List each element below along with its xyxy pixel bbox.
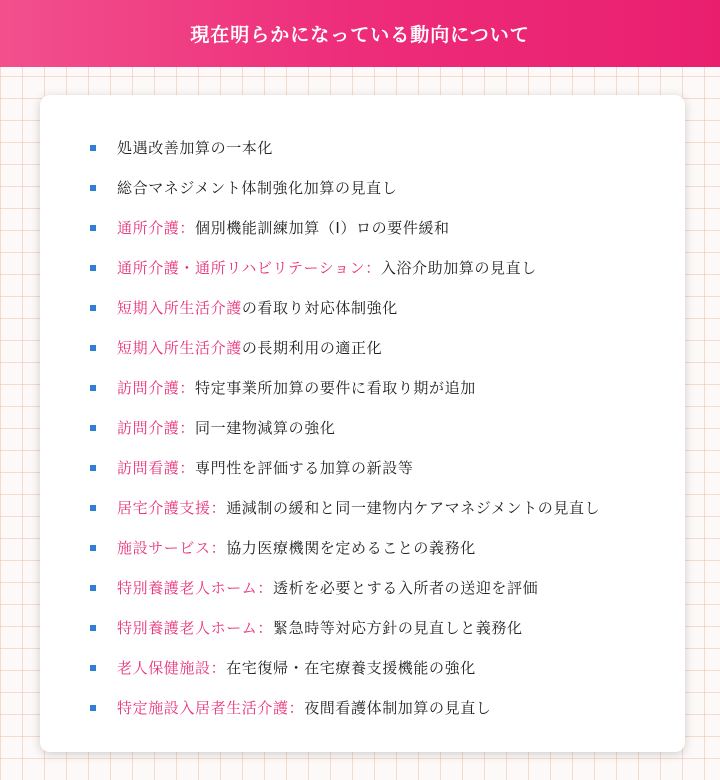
- item-category: 特別養護老人ホーム：: [117, 579, 274, 597]
- list-item: [40, 208, 685, 248]
- list-item: [40, 528, 685, 568]
- item-text: [117, 168, 397, 208]
- square-bullet-icon: [90, 225, 96, 231]
- square-bullet-icon: [90, 265, 96, 271]
- list-item: [40, 688, 685, 728]
- list-item: [40, 328, 685, 368]
- item-description: 個別機能訓練加算（Ⅰ）ロの要件緩和: [195, 219, 450, 237]
- item-text: [117, 688, 491, 728]
- list-item: [40, 288, 685, 328]
- item-description: 緊急時等対応方針の見直しと義務化: [273, 619, 523, 637]
- item-description: の長期利用の適正化: [241, 339, 383, 357]
- item-category: 通所介護・通所リハビリテーション：: [117, 259, 381, 277]
- item-category: 短期入所生活介護: [117, 339, 242, 357]
- square-bullet-icon: [90, 625, 96, 631]
- square-bullet-icon: [90, 345, 96, 351]
- item-text: [117, 408, 335, 448]
- list-item: [40, 568, 685, 608]
- item-description: 夜間看護体制加算の見直し: [304, 699, 492, 717]
- trend-list: [40, 128, 685, 728]
- content-card: [40, 95, 685, 752]
- list-item: [40, 368, 685, 408]
- item-description: 透析を必要とする入所者の送迎を評価: [273, 579, 539, 597]
- item-text: [117, 528, 476, 568]
- list-item: [40, 248, 685, 288]
- item-text: [117, 368, 476, 408]
- item-description: 協力医療機関を定めることの義務化: [226, 539, 476, 557]
- item-category: 老人保健施設：: [117, 659, 227, 677]
- square-bullet-icon: [90, 705, 96, 711]
- item-category: 通所介護：: [117, 219, 196, 237]
- item-text: [117, 288, 398, 328]
- item-text: [117, 568, 538, 608]
- item-text: [117, 128, 273, 168]
- item-category: 施設サービス：: [117, 539, 227, 557]
- page-title: 現在明らかになっている動向について: [190, 24, 530, 46]
- item-description: 専門性を評価する加算の新設等: [195, 459, 414, 477]
- list-item: [40, 648, 685, 688]
- item-description: 逓減制の緩和と同一建物内ケアマネジメントの見直し: [226, 499, 601, 517]
- item-description: 特定事業所加算の要件に看取り期が追加: [195, 379, 476, 397]
- item-category: 訪問介護：: [117, 379, 196, 397]
- square-bullet-icon: [90, 505, 96, 511]
- list-item: [40, 608, 685, 648]
- item-category: 特定施設入居者生活介護：: [117, 699, 305, 717]
- item-description: 在宅復帰・在宅療養支援機能の強化: [226, 659, 476, 677]
- item-category: 特別養護老人ホーム：: [117, 619, 274, 637]
- header-banner: [0, 0, 720, 67]
- item-description: 処遇改善加算の一本化: [117, 139, 274, 157]
- square-bullet-icon: [90, 585, 96, 591]
- list-item: [40, 488, 685, 528]
- item-category: 訪問介護：: [117, 419, 196, 437]
- item-description: 入浴介助加算の見直し: [380, 259, 537, 277]
- item-text: [117, 248, 537, 288]
- item-text: [117, 608, 523, 648]
- square-bullet-icon: [90, 185, 96, 191]
- square-bullet-icon: [90, 465, 96, 471]
- list-item: [40, 408, 685, 448]
- list-item: [40, 168, 685, 208]
- list-item: [40, 128, 685, 168]
- square-bullet-icon: [90, 305, 96, 311]
- item-text: [117, 208, 450, 248]
- item-text: [117, 328, 382, 368]
- item-description: 総合マネジメント体制強化加算の見直し: [117, 179, 398, 197]
- item-category: 短期入所生活介護: [117, 299, 242, 317]
- item-description: の看取り対応体制強化: [241, 299, 398, 317]
- square-bullet-icon: [90, 665, 96, 671]
- list-item: [40, 448, 685, 488]
- square-bullet-icon: [90, 425, 96, 431]
- square-bullet-icon: [90, 545, 96, 551]
- item-category: 居宅介護支援：: [117, 499, 227, 517]
- item-description: 同一建物減算の強化: [195, 419, 336, 437]
- item-category: 訪問看護：: [117, 459, 196, 477]
- square-bullet-icon: [90, 385, 96, 391]
- item-text: [117, 648, 476, 688]
- item-text: [117, 448, 413, 488]
- square-bullet-icon: [90, 145, 96, 151]
- item-text: [117, 488, 600, 528]
